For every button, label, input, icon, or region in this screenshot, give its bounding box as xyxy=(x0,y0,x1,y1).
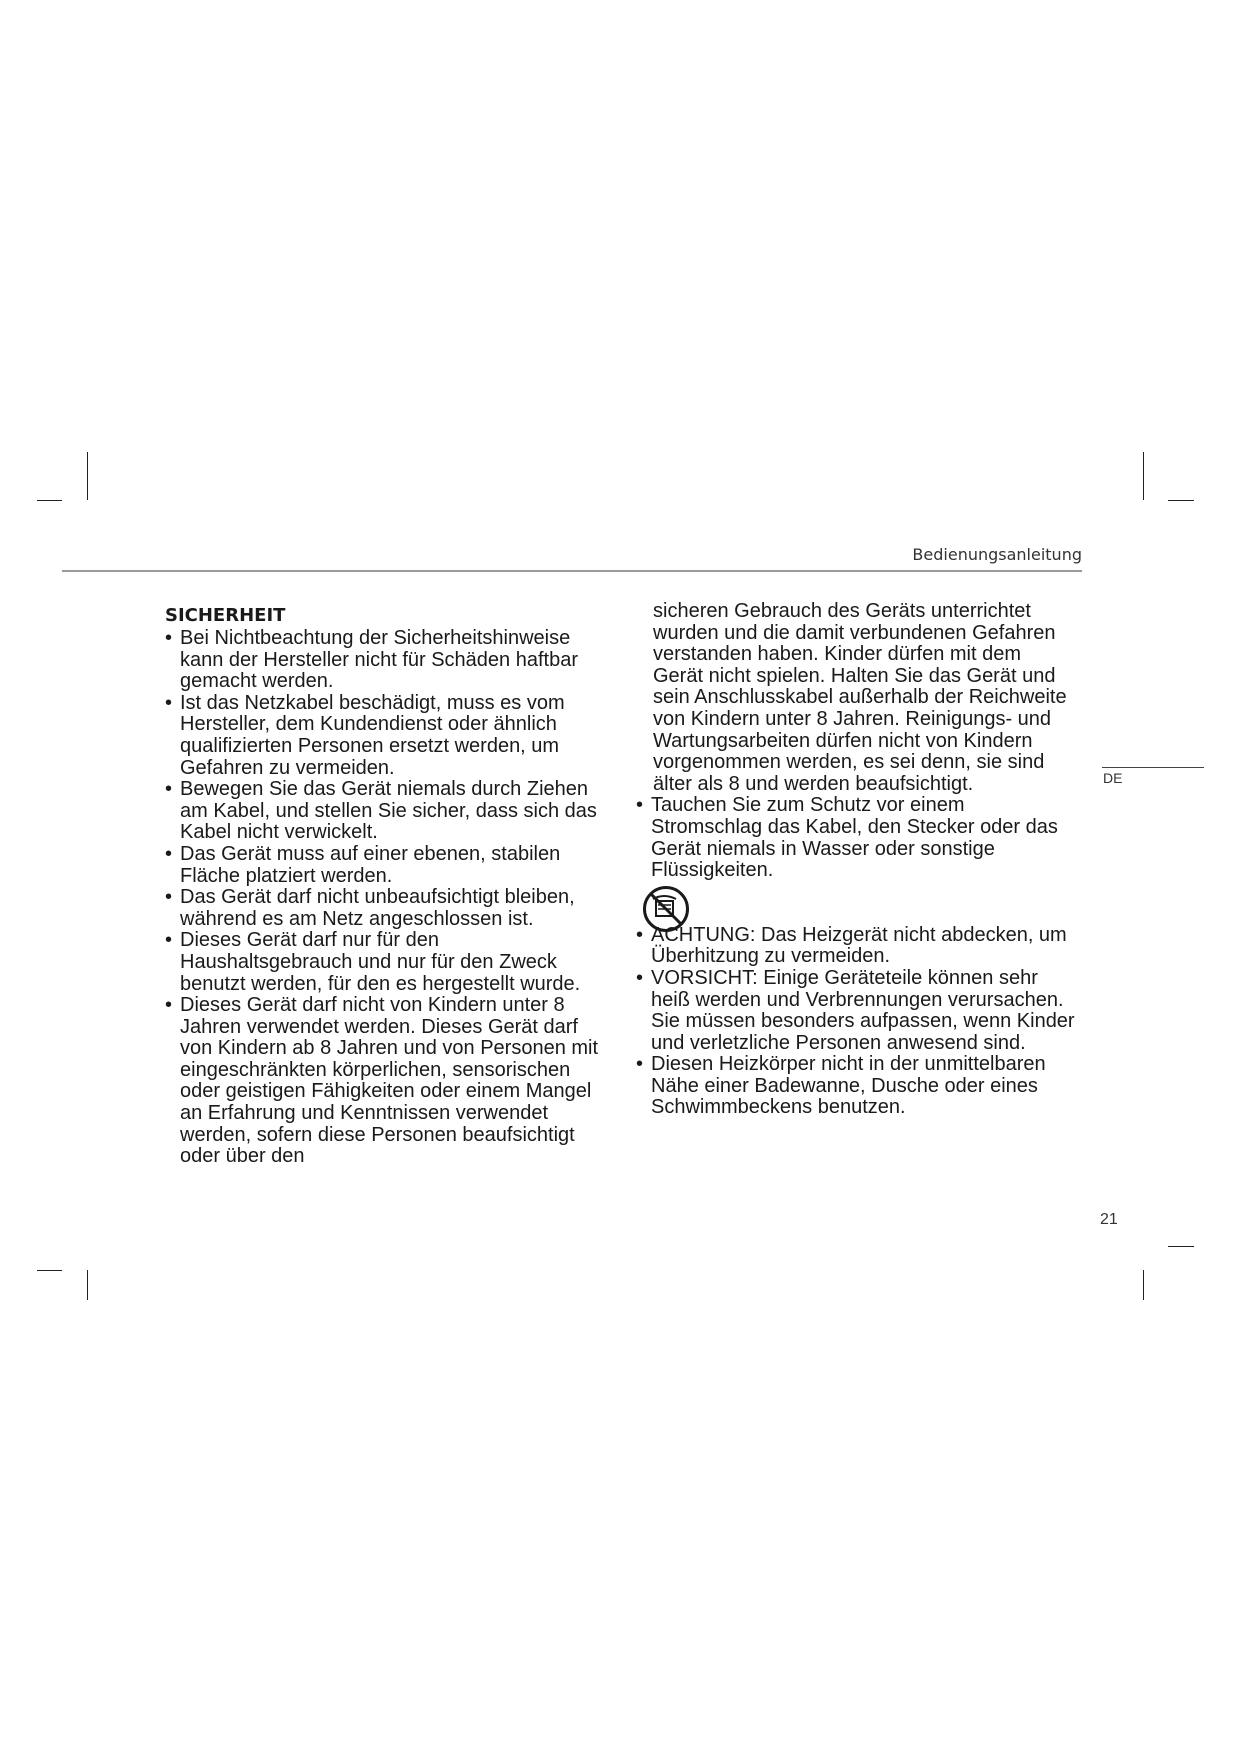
crop-mark xyxy=(37,1270,62,1271)
safety-list xyxy=(636,925,1076,1119)
list-item: • Dieses Gerät darf nicht von Kindern unter 8 Jahren verwendet werden. Dieses Gerät darf von Kindern ab 8 Jahren und von Personen mit eingeschränkten körperlichen, sensorischen oder geistigen Fähigkeiten oder einem Mangel an Erfahrung und Kenntnissen verwendet werden, sofern diese Personen beaufsichtigt oder über den xyxy=(165,995,610,1168)
crop-mark xyxy=(87,452,88,500)
list-item: • Diesen Heizkörper nicht in der unmittelbaren Nähe einer Badewanne, Dusche oder eines Schwimmbeckens benutzen. xyxy=(636,1054,1076,1119)
language-tab-rule xyxy=(1102,767,1204,768)
header-rule xyxy=(62,570,1082,572)
section-title: SICHERHEIT xyxy=(165,605,286,626)
crop-mark xyxy=(37,500,62,501)
list-item: • Das Gerät muss auf einer ebenen, stabilen Fläche platziert werden. xyxy=(165,844,610,887)
list-item: • Tauchen Sie zum Schutz vor einem Stromschlag das Kabel, den Stecker oder das Gerät niemals in Wasser oder sonstige Flüssigkeiten. xyxy=(636,795,1076,881)
right-column xyxy=(636,601,1076,1119)
safety-list xyxy=(165,628,610,1168)
crop-mark xyxy=(1143,452,1144,500)
crop-mark xyxy=(1143,1270,1144,1300)
language-tab: DE xyxy=(1103,770,1123,786)
header-title: Bedienungsanleitung xyxy=(912,545,1082,564)
page-number: 21 xyxy=(1100,1211,1118,1228)
list-item: • Dieses Gerät darf nur für den Haushaltsgebrauch und nur für den Zweck benutzt werden, für den es hergestellt wurde. xyxy=(165,930,610,995)
list-item: • Bei Nichtbeachtung der Sicherheitshinweise kann der Hersteller nicht für Schäden haftbar gemacht werden. xyxy=(165,628,610,693)
continued-text: sicheren Gebrauch des Geräts unterrichtet wurden und die damit verbundenen Gefahren verstanden haben. Kinder dürfen mit dem Gerät nicht spielen. Halten Sie das Gerät und sein Anschlusskabel außerhalb der Reichweite von Kindern unter 8 Jahren. Reinigungs- und Wartungsarbeiten dürfen nicht von Kindern vorgenommen werden, es sei denn, sie sind älter als 8 und werden beaufsichtigt. xyxy=(653,600,1067,795)
crop-mark xyxy=(87,1270,88,1300)
safety-list xyxy=(636,795,1076,881)
crop-mark xyxy=(1168,1246,1194,1247)
warning-icon-area xyxy=(636,882,1076,925)
list-item: • Bewegen Sie das Gerät niemals durch Ziehen am Kabel, und stellen Sie sicher, dass sich das Kabel nicht verwickelt. xyxy=(165,779,610,844)
crop-mark xyxy=(1168,500,1194,501)
left-column xyxy=(165,605,610,1168)
list-item: • Ist das Netzkabel beschädigt, muss es vom Hersteller, dem Kundendienst oder ähnlich qualifizierten Personen ersetzt werden, um Gefahren zu vermeiden. xyxy=(165,693,610,779)
list-item: • ACHTUNG: Das Heizgerät nicht abdecken, um Überhitzung zu vermeiden. xyxy=(636,925,1076,968)
list-item: • Das Gerät darf nicht unbeaufsichtigt bleiben, während es am Netz angeschlossen ist. xyxy=(165,887,610,930)
list-item: • VORSICHT: Einige Geräteteile können sehr heiß werden und Verbrennungen verursachen. Sie müssen besonders aufpassen, wenn Kinder und verletzliche Personen anwesend sind. xyxy=(636,968,1076,1054)
